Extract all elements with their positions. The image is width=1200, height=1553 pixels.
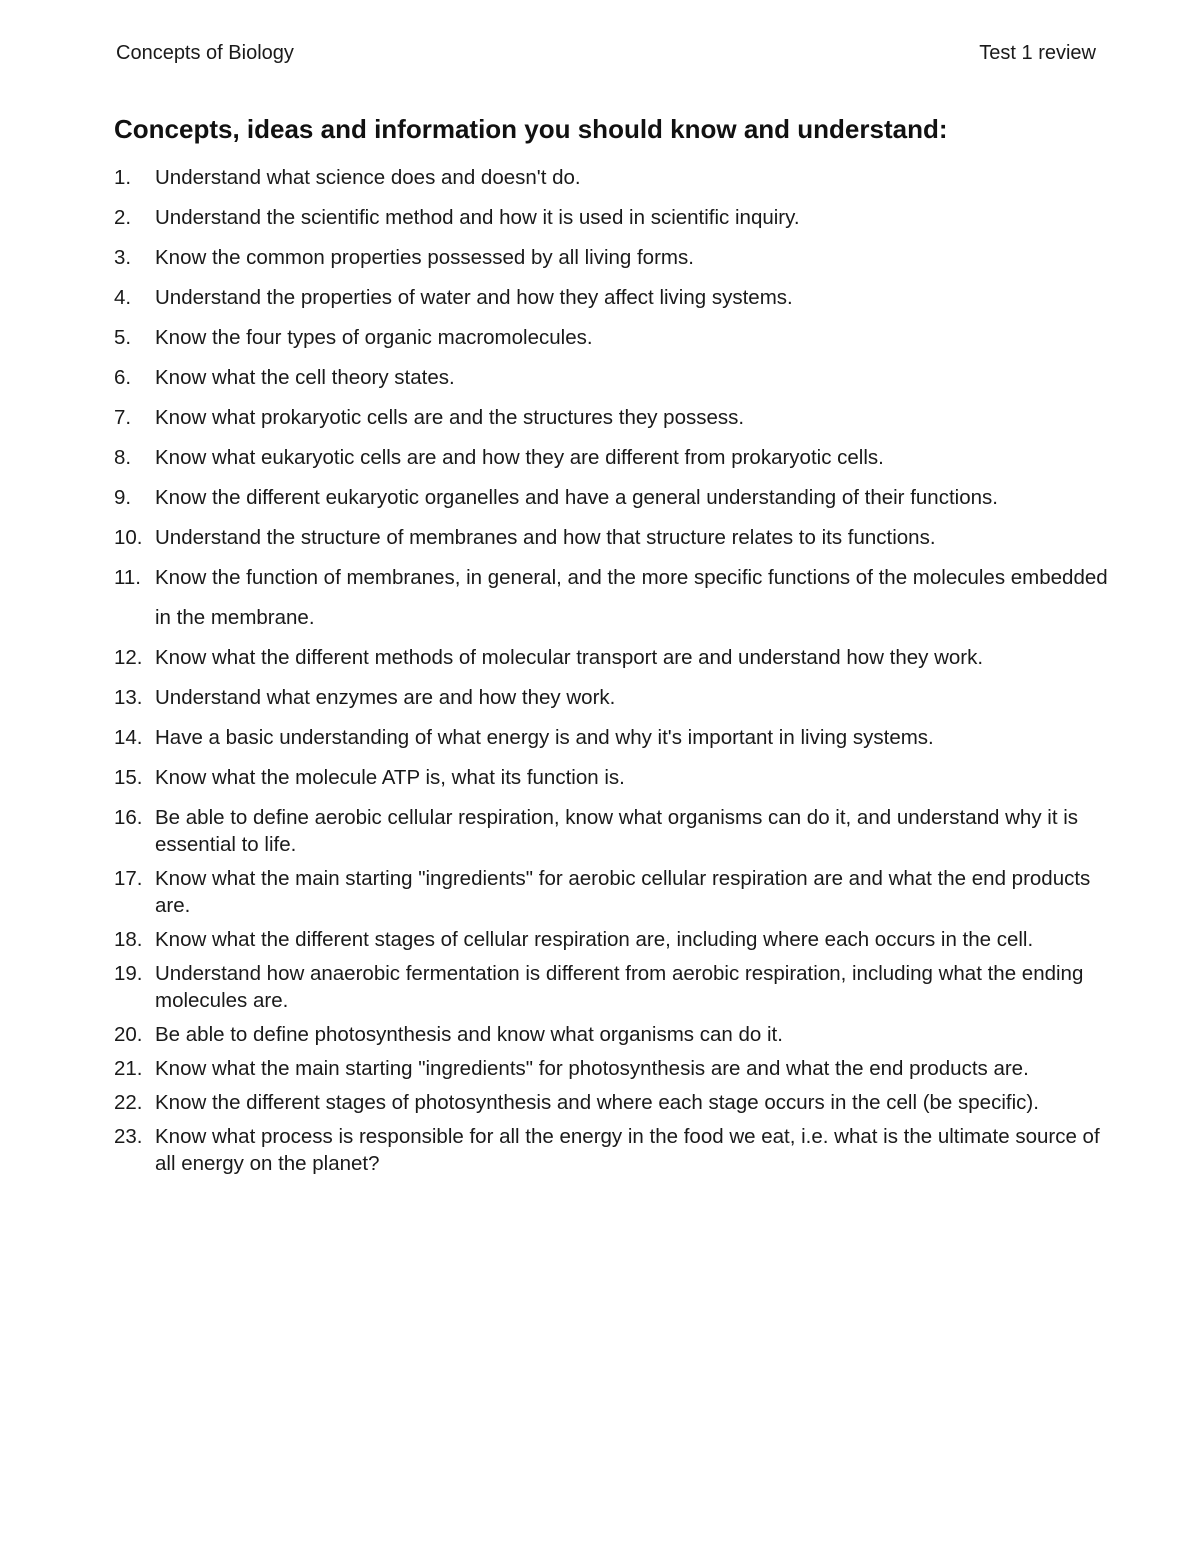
list-item [114, 1055, 1114, 1082]
item-text: Know the common properties possessed by all living forms. [155, 246, 694, 269]
list-item [114, 1123, 1114, 1177]
item-text: Understand the properties of water and how they affect living systems. [155, 286, 793, 309]
item-text: Know the four types of organic macromolecules. [155, 326, 593, 349]
item-number: 10. [114, 526, 143, 549]
item-number: 20. [114, 1023, 143, 1046]
item-number: 13. [114, 686, 143, 709]
item-text: Know what the main starting "ingredients" for aerobic cellular respiration are and what the end products are. [155, 867, 1091, 917]
item-text: Be able to define aerobic cellular respiration, know what organisms can do it, and understand why it is essential to life. [155, 806, 1079, 856]
list-item [114, 804, 1114, 858]
list-item [114, 1089, 1114, 1116]
item-number: 14. [114, 726, 143, 749]
item-text: Understand how anaerobic fermentation is different from aerobic respiration, including what the ending molecules are. [155, 962, 1084, 1012]
item-number: 4. [114, 286, 132, 309]
item-number: 2. [114, 206, 132, 229]
item-text: Know what prokaryotic cells are and the structures they possess. [155, 406, 745, 429]
item-text: Understand what enzymes are and how they work. [155, 686, 616, 709]
item-text: Have a basic understanding of what energy is and why it's important in living systems. [155, 726, 934, 749]
course-title: Concepts of Biology [116, 42, 294, 64]
item-number: 8. [114, 446, 132, 469]
item-number: 5. [114, 326, 132, 349]
item-text: Understand what science does and doesn't do. [155, 166, 581, 189]
item-text: Know what process is responsible for all the energy in the food we eat, i.e. what is the ultimate source of all energy on the planet? [155, 1125, 1100, 1175]
item-text: Know the different stages of photosynthesis and where each stage occurs in the cell (be specific). [155, 1091, 1039, 1114]
list-item [114, 358, 1114, 398]
section-heading: Concepts, ideas and information you should know and understand: [114, 114, 948, 144]
item-number: 7. [114, 406, 132, 429]
list-item [114, 158, 1114, 198]
item-number: 9. [114, 486, 132, 509]
item-number: 23. [114, 1125, 143, 1148]
item-text: Know what the different stages of cellular respiration are, including where each occurs in the cell. [155, 928, 1034, 951]
item-text: Know what the molecule ATP is, what its function is. [155, 766, 625, 789]
item-number: 21. [114, 1057, 143, 1080]
list-item [114, 438, 1114, 478]
document-type: Test 1 review [979, 42, 1096, 64]
item-text: Know the different eukaryotic organelles and have a general understanding of their functions. [155, 486, 998, 509]
list-item [114, 718, 1114, 758]
list-item [114, 678, 1114, 718]
item-number: 11. [114, 566, 141, 589]
list-item [114, 865, 1114, 919]
item-number: 6. [114, 366, 132, 389]
item-text: Know what the different methods of molecular transport are and understand how they work. [155, 646, 984, 669]
list-item [114, 518, 1114, 558]
item-number: 17. [114, 867, 143, 890]
item-text: Know what the cell theory states. [155, 366, 455, 389]
list-item [114, 638, 1114, 678]
list-item [114, 558, 1114, 638]
list-item [114, 398, 1114, 438]
list-item [114, 1021, 1114, 1048]
item-text: Be able to define photosynthesis and know what organisms can do it. [155, 1023, 783, 1046]
item-text: Know what the main starting "ingredients" for photosynthesis are and what the end products are. [155, 1057, 1029, 1080]
item-number: 16. [114, 806, 143, 829]
list-item [114, 478, 1114, 518]
item-text: Know the function of membranes, in general, and the more specific functions of the molecules embedded in the membrane. [155, 566, 1108, 629]
list-item [114, 758, 1114, 798]
item-text: Understand the structure of membranes and how that structure relates to its functions. [155, 526, 936, 549]
item-number: 19. [114, 962, 143, 985]
list-item [114, 318, 1114, 358]
item-number: 18. [114, 928, 143, 951]
item-text: Understand the scientific method and how it is used in scientific inquiry. [155, 206, 800, 229]
list-item [114, 238, 1114, 278]
item-number: 22. [114, 1091, 143, 1114]
item-number: 15. [114, 766, 143, 789]
list-item [114, 926, 1114, 953]
review-list [114, 158, 1114, 1184]
list-item [114, 960, 1114, 1014]
item-text: Know what eukaryotic cells are and how they are different from prokaryotic cells. [155, 446, 884, 469]
item-number: 12. [114, 646, 143, 669]
item-number: 3. [114, 246, 132, 269]
list-item [114, 198, 1114, 238]
item-number: 1. [114, 166, 132, 189]
list-item [114, 278, 1114, 318]
